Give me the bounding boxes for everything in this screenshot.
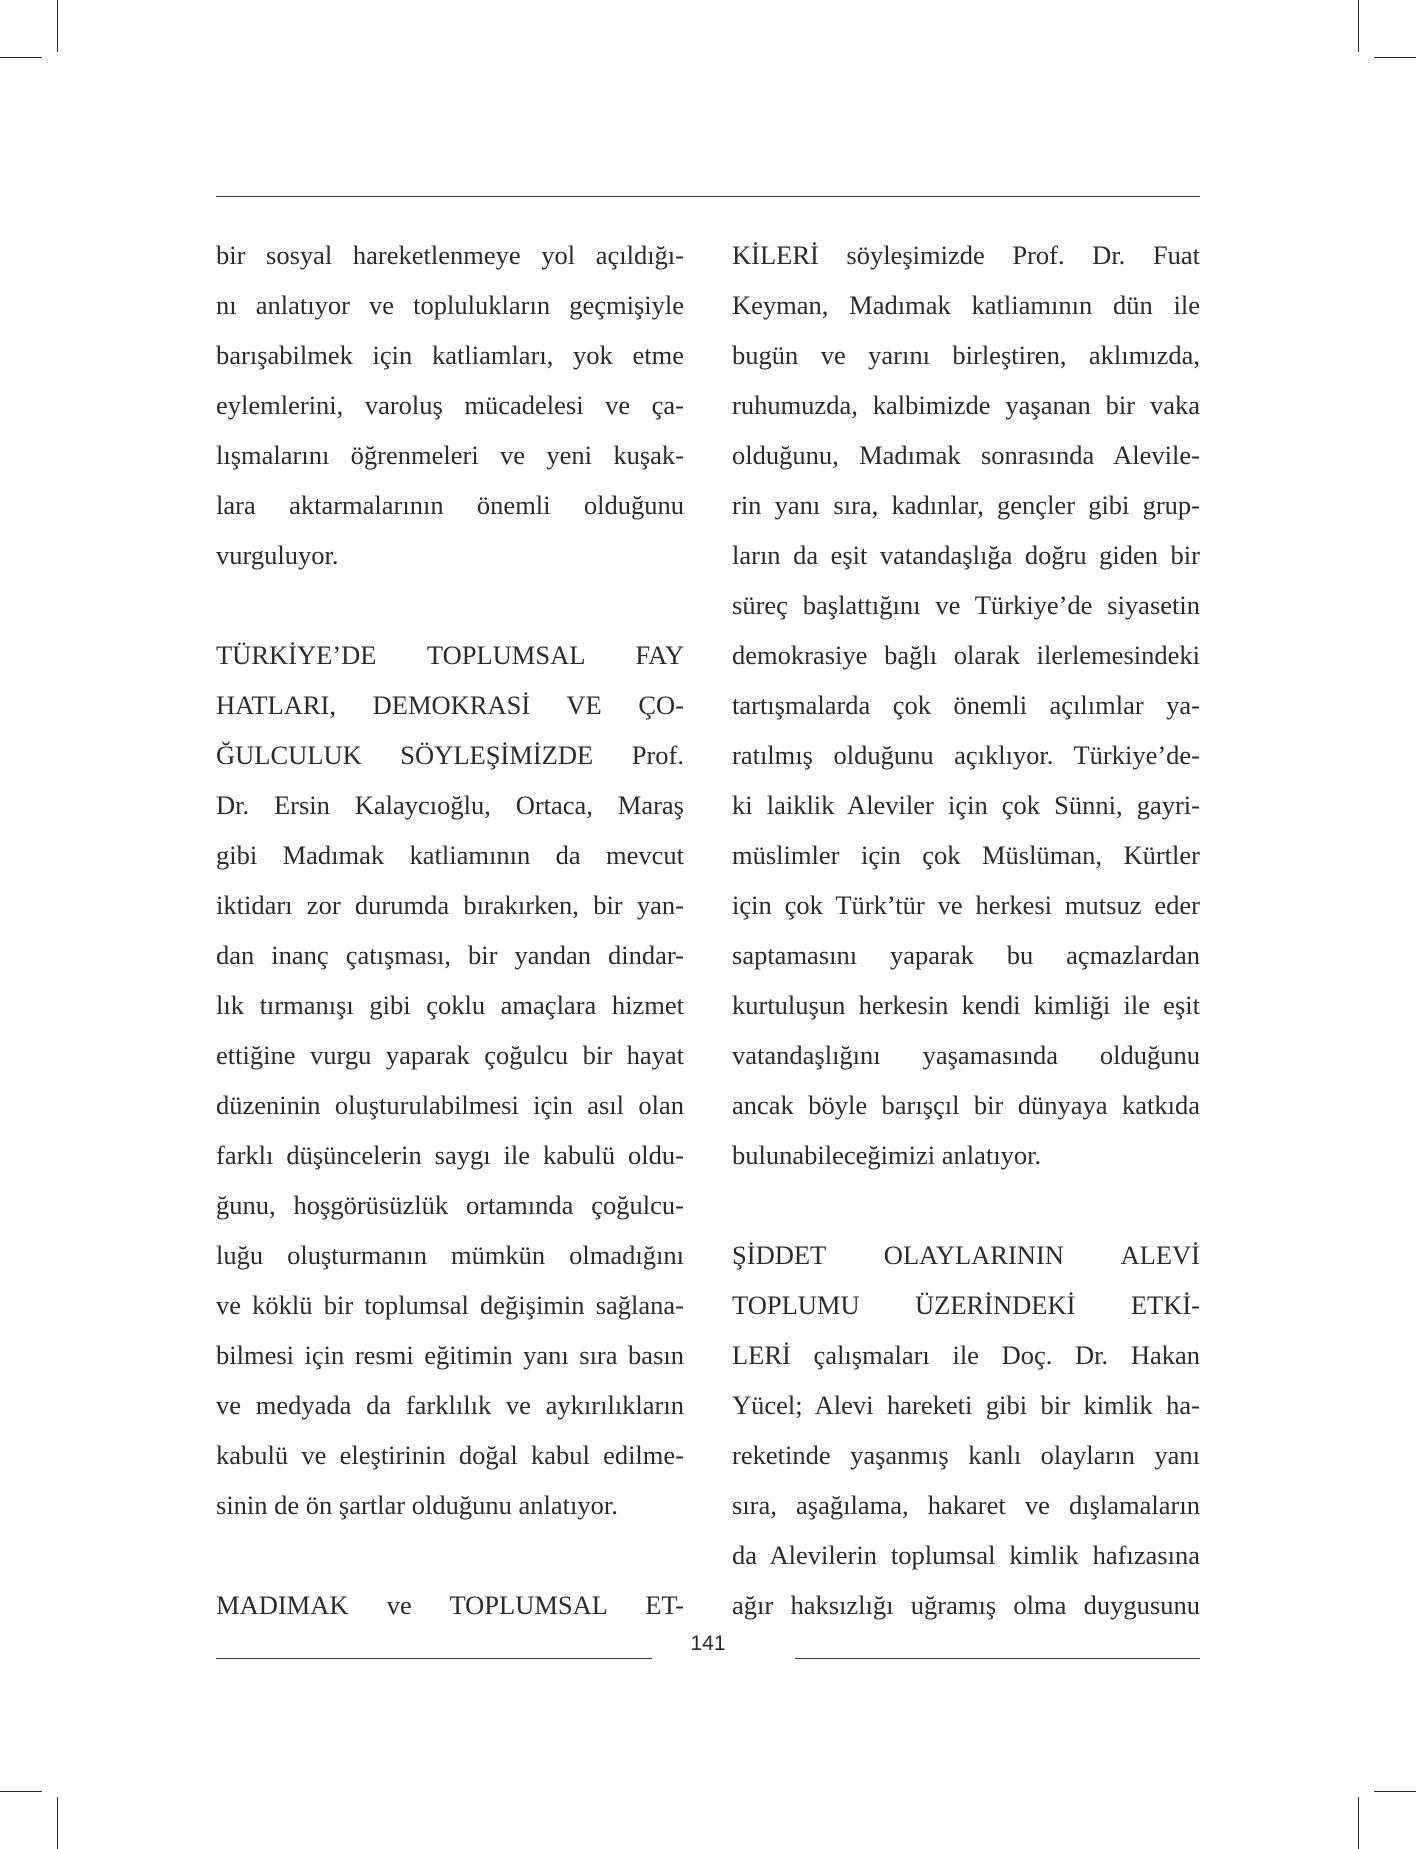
text-line: ettiğine vurgu yaparak çoğulcu bir hayat — [216, 1040, 684, 1070]
text-line: lışmalarını öğrenmeleri ve yeni kuşak- — [216, 440, 684, 470]
text-line: ların da eşit vatandaşlığa doğru giden bir — [732, 540, 1200, 570]
text-line: MADIMAK ve TOPLUMSAL ET- — [216, 1590, 684, 1620]
text-line: saptamasını yaparak bu açmazlardan — [732, 940, 1200, 970]
text-line: lara aktarmalarının önemli olduğunu — [216, 490, 684, 520]
paragraph-gap — [216, 580, 684, 630]
text-line: vurguluyor. — [216, 540, 339, 570]
text-line: KİLERİ söyleşimizde Prof. Dr. Fuat — [732, 240, 1200, 270]
text-line: Keyman, Madımak katliamının dün ile — [732, 290, 1200, 320]
text-line: reketinde yaşanmış kanlı olayların yanı — [732, 1440, 1200, 1470]
text-line: sıra, aşağılama, hakaret ve dışlamaların — [732, 1490, 1200, 1520]
crop-mark-bottom-left-horizontal — [0, 1791, 42, 1792]
crop-mark-bottom-right-horizontal — [1374, 1791, 1416, 1792]
crop-mark-bottom-right-vertical — [1358, 1797, 1359, 1849]
right-paragraph-2 — [732, 1230, 1200, 1630]
text-line: sinin de ön şartlar olduğunu anlatıyor. — [216, 1490, 618, 1520]
text-line: ve köklü bir toplumsal değişimin sağlana- — [216, 1290, 684, 1320]
paragraph-gap — [732, 1180, 1200, 1230]
text-line: eylemlerini, varoluş mücadelesi ve ça- — [216, 390, 684, 420]
text-line: ruhumuzda, kalbimizde yaşanan bir vaka — [732, 390, 1200, 420]
text-line: farklı düşüncelerin saygı ile kabulü oldu- — [216, 1140, 684, 1170]
text-line: bilmesi için resmi eğitimin yanı sıra basın — [216, 1340, 684, 1370]
text-line: gibi Madımak katliamının da mevcut — [216, 840, 684, 870]
text-line: vatandaşlığını yaşamasında olduğunu — [732, 1040, 1200, 1070]
text-line: için çok Türk’tür ve herkesi mutsuz eder — [732, 890, 1200, 920]
text-line: nı anlatıyor ve toplulukların geçmişiyle — [216, 290, 684, 320]
text-line: bugün ve yarını birleştiren, aklımızda, — [732, 340, 1200, 370]
header-rule — [216, 196, 1200, 197]
footer-rule-left — [216, 1658, 652, 1659]
left-paragraph-2 — [216, 630, 684, 1530]
crop-mark-top-right-vertical — [1358, 0, 1359, 52]
text-line: ĞULCULUK SÖYLEŞİMİZDE Prof. — [216, 740, 684, 770]
text-line: ŞİDDET OLAYLARININ ALEVİ — [732, 1240, 1200, 1270]
page-number: 141 — [690, 1632, 726, 1655]
footer-rule-right — [795, 1658, 1200, 1659]
text-line: dan inanç çatışması, bir yandan dindar- — [216, 940, 684, 970]
text-line: ve medyada da farklılık ve aykırılıkların — [216, 1390, 684, 1420]
text-line: lık tırmanışı gibi çoklu amaçlara hizmet — [216, 990, 684, 1020]
text-line: bulunabileceğimizi anlatıyor. — [732, 1140, 1042, 1170]
left-column — [216, 230, 684, 1630]
text-line: da Alevilerin toplumsal kimlik hafızasına — [732, 1540, 1200, 1570]
text-line: HATLARI, DEMOKRASİ VE ÇO- — [216, 690, 684, 720]
text-line: barışabilmek için katliamları, yok etme — [216, 340, 684, 370]
text-line: ağır haksızlığı uğramış olma duygusunu — [732, 1590, 1200, 1620]
left-paragraph-1 — [216, 230, 684, 580]
text-line: ancak böyle barışçıl bir dünyaya katkıda — [732, 1090, 1200, 1120]
text-line: ratılmış olduğunu açıklıyor. Türkiye’de- — [732, 740, 1200, 770]
text-line: TOPLUMU ÜZERİNDEKİ ETKİ- — [732, 1290, 1200, 1320]
crop-mark-top-left-horizontal — [0, 57, 42, 58]
right-column — [732, 230, 1200, 1630]
text-line: Dr. Ersin Kalaycıoğlu, Ortaca, Maraş — [216, 790, 684, 820]
text-line: olduğunu, Madımak sonrasında Alevile- — [732, 440, 1200, 470]
text-line: TÜRKİYE’DE TOPLUMSAL FAY — [216, 640, 684, 670]
text-line: rin yanı sıra, kadınlar, gençler gibi grup- — [732, 490, 1200, 520]
left-paragraph-3 — [216, 1580, 684, 1630]
paragraph-gap — [216, 1530, 684, 1580]
text-line: kabulü ve eleştirinin doğal kabul edilme- — [216, 1440, 684, 1470]
text-line: iktidarı zor durumda bırakırken, bir yan- — [216, 890, 684, 920]
crop-mark-top-right-horizontal — [1374, 57, 1416, 58]
text-line: kurtuluşun herkesin kendi kimliği ile eşit — [732, 990, 1200, 1020]
text-line: ğunu, hoşgörüsüzlük ortamında çoğulcu- — [216, 1190, 684, 1220]
text-line: müslimler için çok Müslüman, Kürtler — [732, 840, 1200, 870]
text-line: tartışmalarda çok önemli açılımlar ya- — [732, 690, 1200, 720]
text-line: demokrasiye bağlı olarak ilerlemesindeki — [732, 640, 1200, 670]
text-line: düzeninin oluşturulabilmesi için asıl olan — [216, 1090, 684, 1120]
crop-mark-top-left-vertical — [57, 0, 58, 52]
text-line: bir sosyal hareketlenmeye yol açıldığı- — [216, 240, 684, 270]
right-paragraph-1 — [732, 230, 1200, 1180]
text-line: Yücel; Alevi hareketi gibi bir kimlik ha- — [732, 1390, 1200, 1420]
text-line: luğu oluşturmanın mümkün olmadığını — [216, 1240, 684, 1270]
text-line: LERİ çalışmaları ile Doç. Dr. Hakan — [732, 1340, 1200, 1370]
text-line: süreç başlattığını ve Türkiye’de siyasetin — [732, 590, 1200, 620]
text-line: ki laiklik Aleviler için çok Sünni, gayri- — [732, 790, 1200, 820]
crop-mark-bottom-left-vertical — [57, 1797, 58, 1849]
